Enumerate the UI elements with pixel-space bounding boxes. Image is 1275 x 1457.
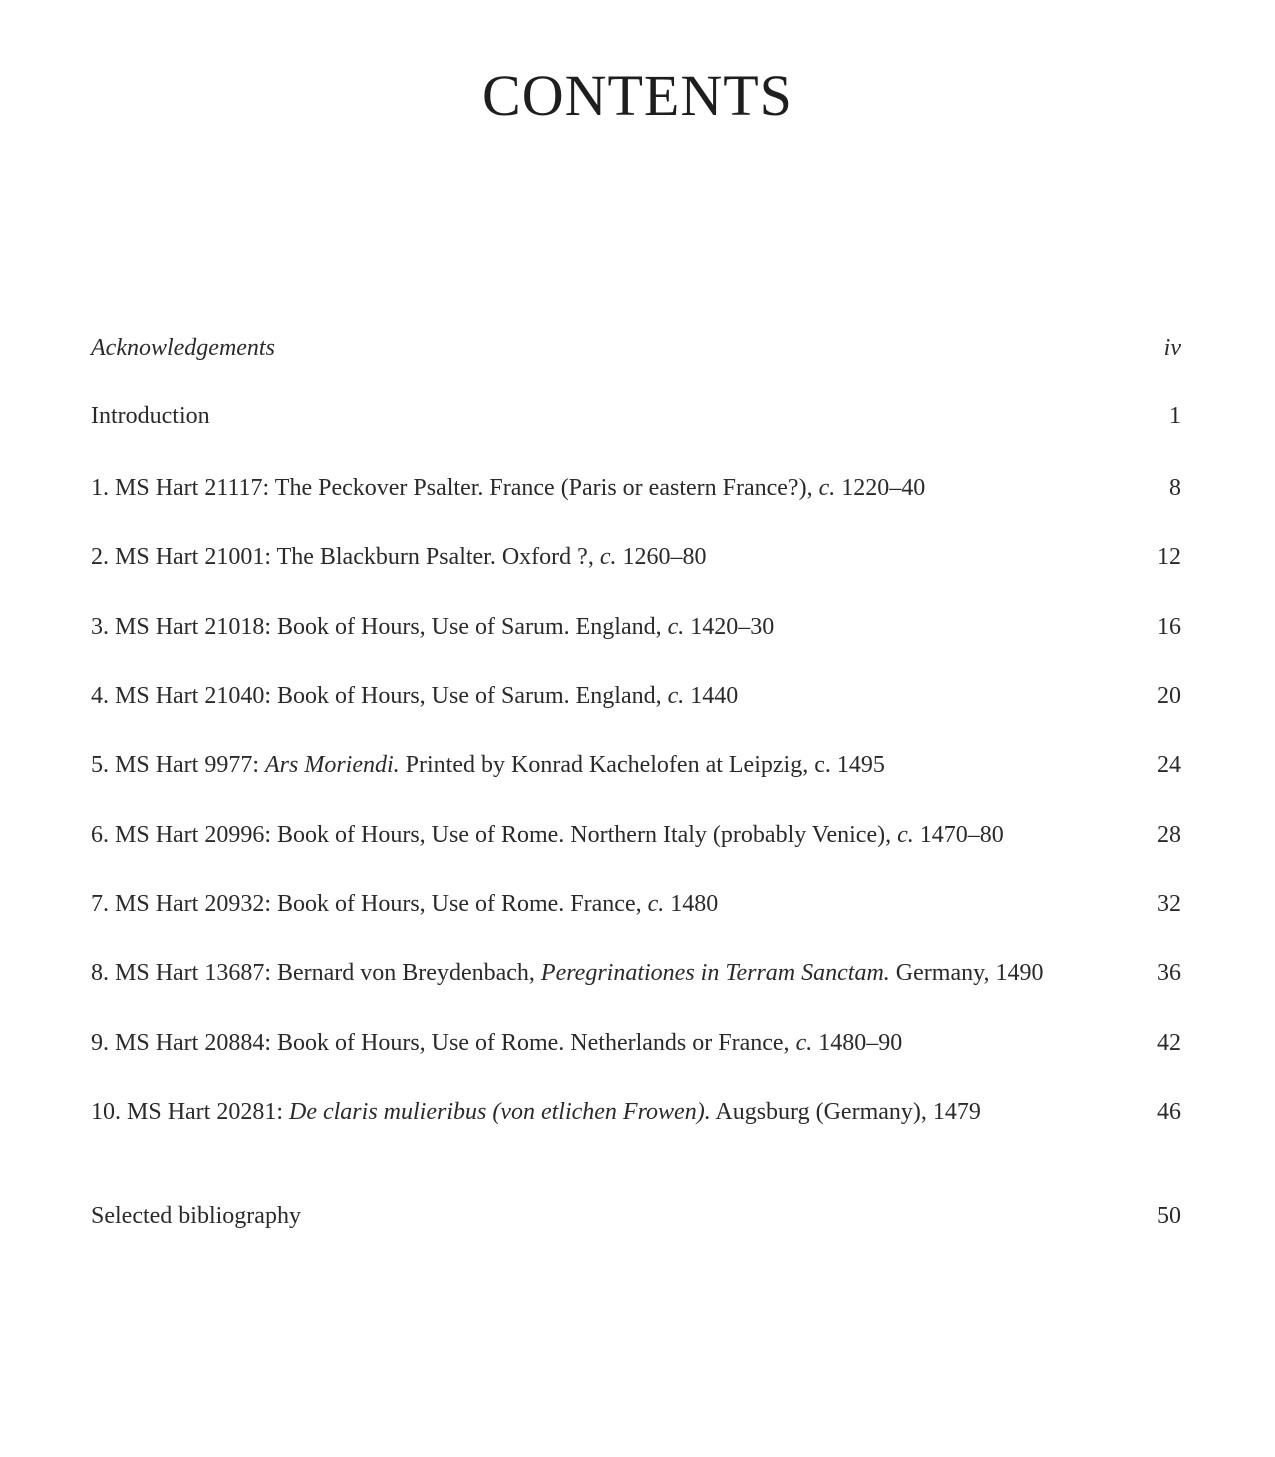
toc-entry-2: [91, 542, 1181, 578]
toc-entry-8: [91, 958, 1181, 994]
entry-page-number: 46: [1157, 1099, 1181, 1125]
entry-page-number: 20: [1157, 683, 1181, 709]
entry-title: Introduction: [91, 403, 210, 429]
toc-entry-acknowledgements: [91, 333, 1181, 369]
page-title: CONTENTS: [482, 63, 793, 128]
entry-page-number: 12: [1157, 544, 1181, 570]
entry-page-number: 1: [1169, 403, 1181, 429]
entry-title: 8. MS Hart 13687: Bernard von Breydenbach, Peregrinationes in Terram Sanctam. Germany, 1490: [91, 960, 1044, 986]
entry-page-number: 32: [1157, 891, 1181, 917]
toc-entry-4: [91, 681, 1181, 717]
toc-entry-3: [91, 612, 1181, 648]
entry-title: 6. MS Hart 20996: Book of Hours, Use of Rome. Northern Italy (probably Venice), c. 1470–80: [91, 822, 1004, 848]
entry-title: Acknowledgements: [91, 335, 275, 361]
entry-title: 10. MS Hart 20281: De claris mulieribus (von etlichen Frowen). Augsburg (Germany), 1479: [91, 1099, 981, 1125]
entry-page-number: 28: [1157, 822, 1181, 848]
entry-title: 2. MS Hart 21001: The Blackburn Psalter. Oxford ?, c. 1260–80: [91, 544, 707, 570]
toc-entry-9: [91, 1028, 1181, 1064]
entry-title: 3. MS Hart 21018: Book of Hours, Use of Sarum. England, c. 1420–30: [91, 614, 775, 640]
toc-entry-5: [91, 750, 1181, 786]
toc-entry-introduction: [91, 401, 1181, 437]
entry-page-number: iv: [1163, 335, 1181, 361]
entry-title: 7. MS Hart 20932: Book of Hours, Use of Rome. France, c. 1480: [91, 891, 719, 917]
entry-page-number: 16: [1157, 614, 1181, 640]
entry-page-number: 50: [1157, 1203, 1181, 1229]
toc-entry-7: [91, 889, 1181, 925]
entry-page-number: 8: [1169, 475, 1181, 501]
entry-page-number: 36: [1157, 960, 1181, 986]
entry-title: 9. MS Hart 20884: Book of Hours, Use of Rome. Netherlands or France, c. 1480–90: [91, 1030, 903, 1056]
entry-title: Selected bibliography: [91, 1203, 301, 1229]
entry-title: 5. MS Hart 9977: Ars Moriendi. Printed by Konrad Kachelofen at Leipzig, c. 1495: [91, 752, 885, 778]
entry-title: 4. MS Hart 21040: Book of Hours, Use of Sarum. England, c. 1440: [91, 683, 739, 709]
toc-entry-1: [91, 473, 1181, 509]
toc-entry-bibliography: [91, 1201, 1181, 1237]
entry-title: 1. MS Hart 21117: The Peckover Psalter. France (Paris or eastern France?), c. 1220–40: [91, 475, 926, 501]
entry-page-number: 24: [1157, 752, 1181, 778]
toc-entry-10: [91, 1097, 1181, 1133]
toc-entry-6: [91, 820, 1181, 856]
entry-page-number: 42: [1157, 1030, 1181, 1056]
